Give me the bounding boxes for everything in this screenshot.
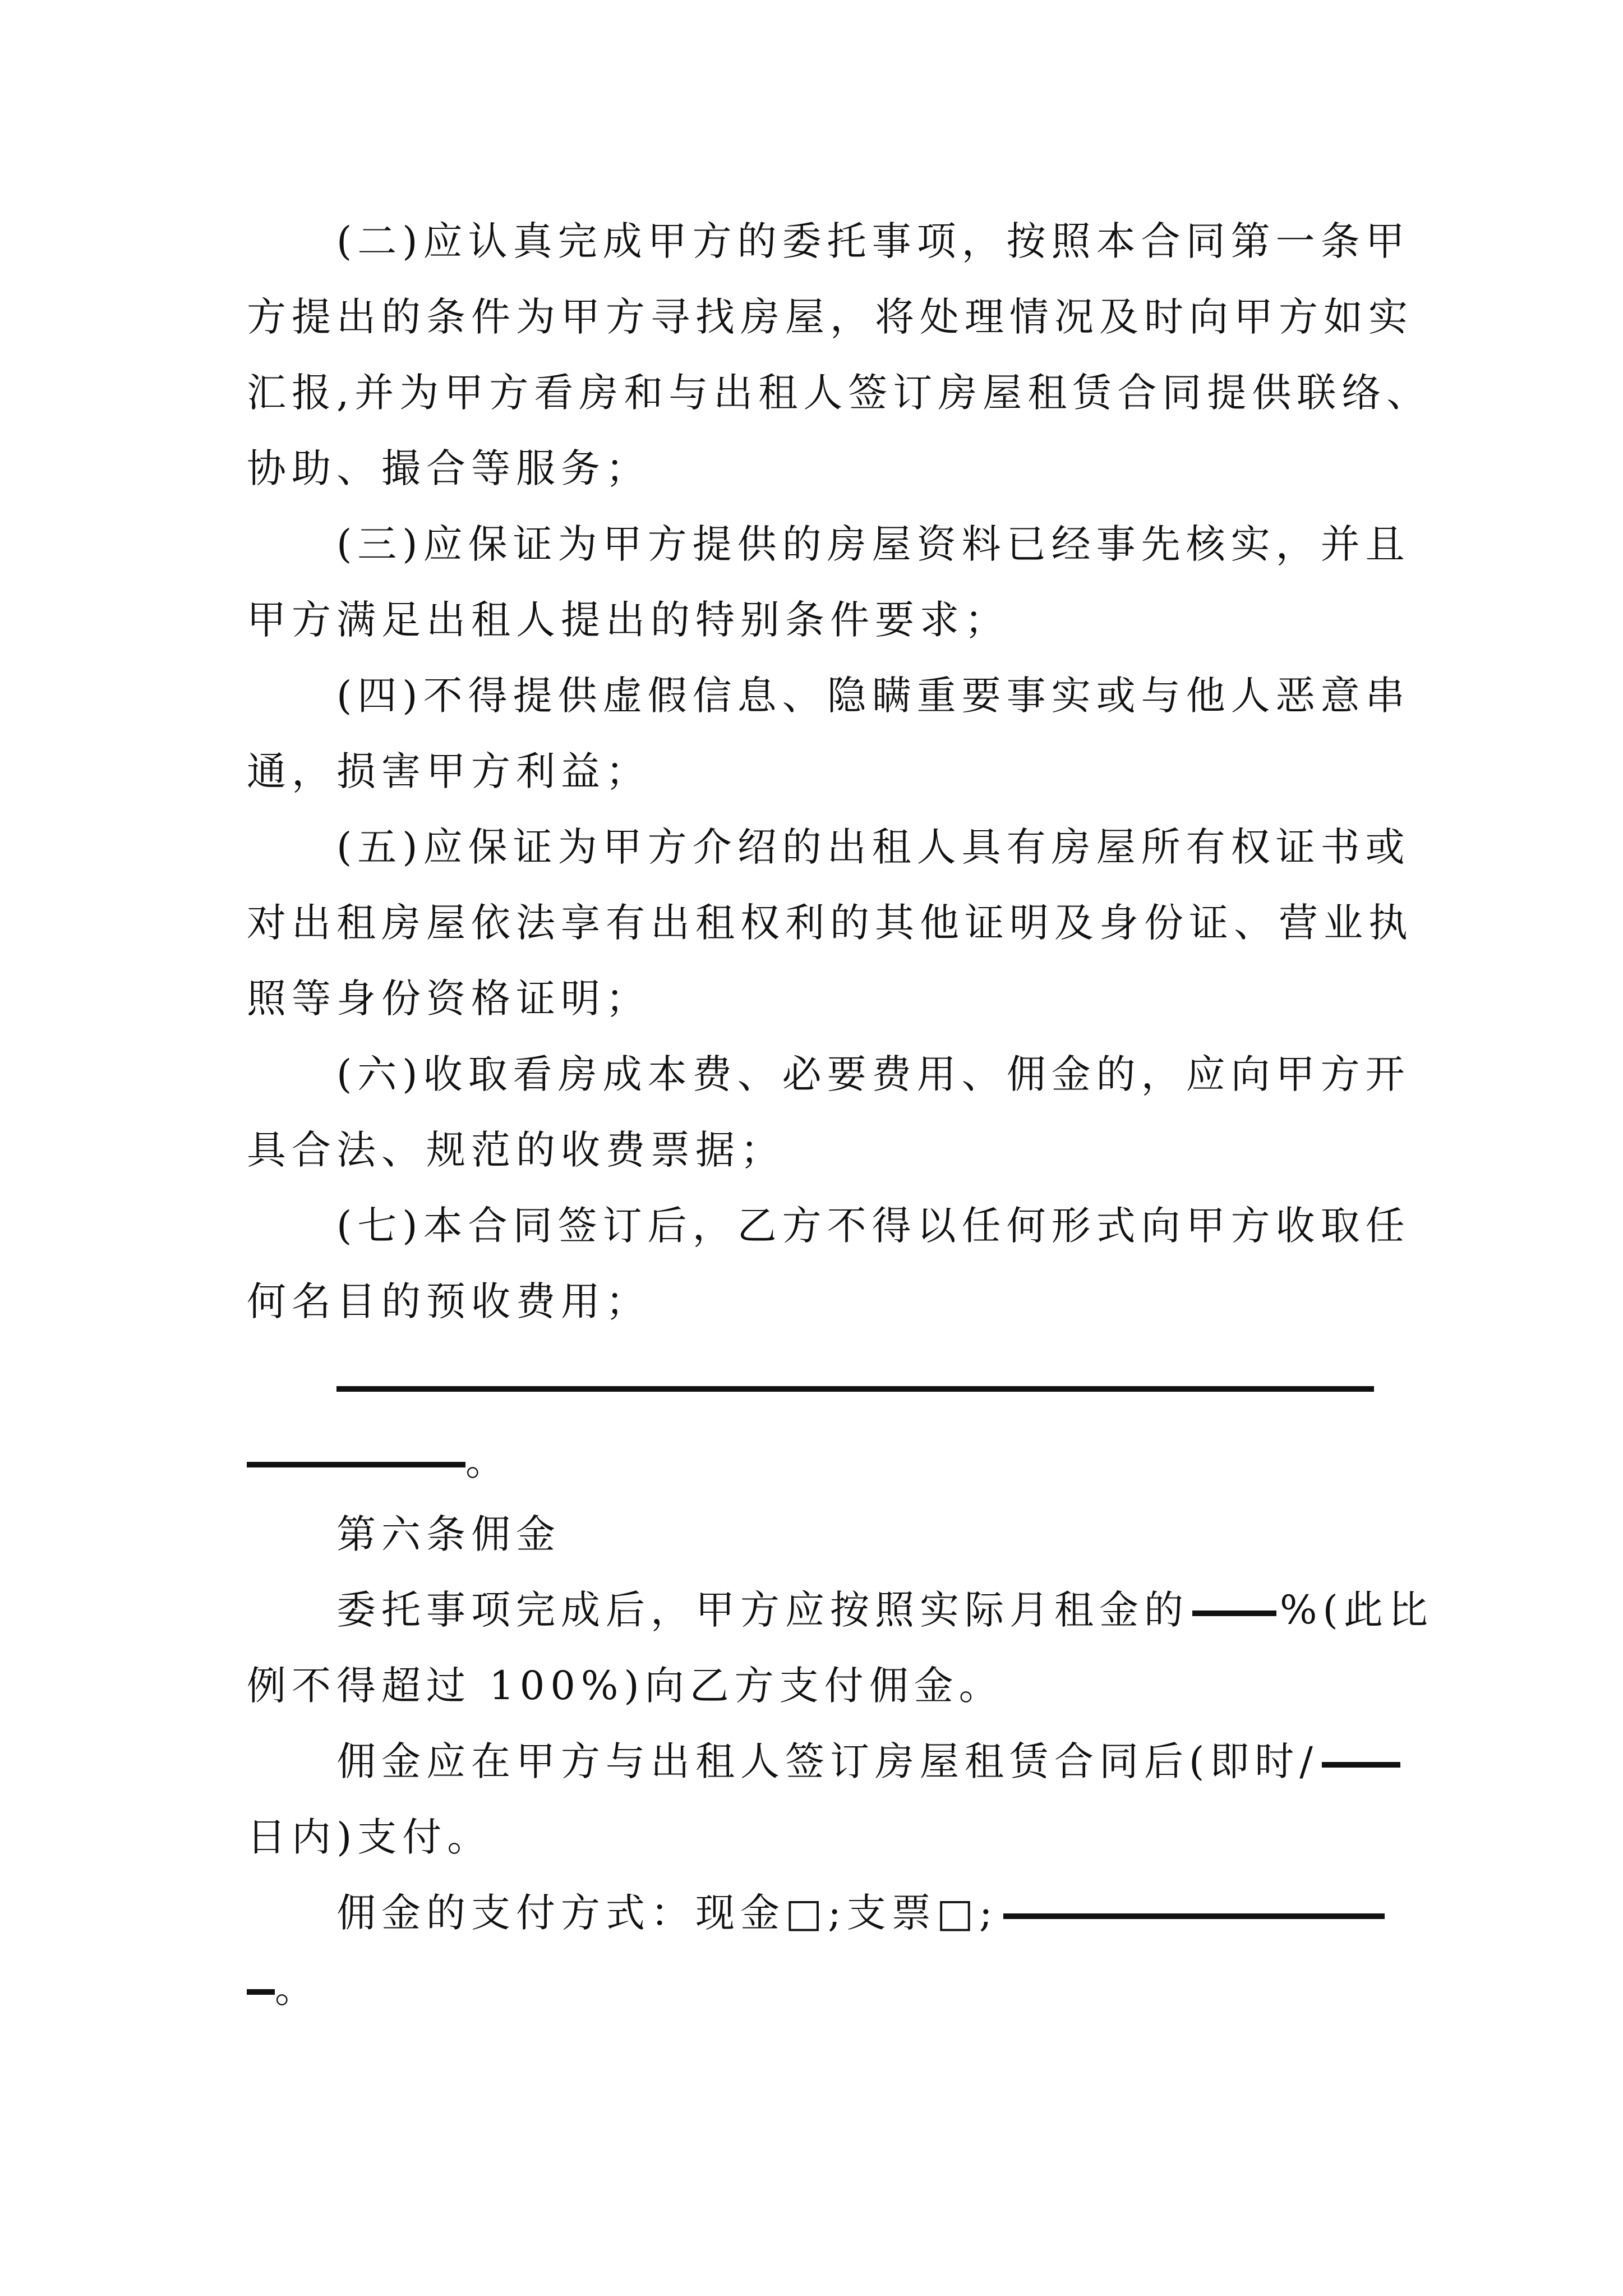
clause-2-line-4: 协助、撮合等服务； [247,445,651,491]
commission-rate-line-1 [336,1576,1433,1644]
fill-blank [247,1462,465,1467]
clause-4-line-2: 通，损害甲方利益； [247,748,651,794]
days-blank [1322,1762,1400,1768]
payment-time-line-2: 日内)支付。 [247,1814,492,1860]
punctuation: 。 [275,1966,320,2012]
blank-clause-line-1 [336,1352,1374,1419]
clause-5-line-2: 对出租房屋依法享有出租权利的其他证明及身份证、营业执 [247,900,1413,946]
clause-2-line-3: 汇报,并为甲方看房和与出租人签订房屋租赁合同提供联络、 [247,370,1432,416]
payment-method-line-2 [247,1955,320,2022]
clause-6-line-2: 具合法、规范的收费票据； [247,1127,785,1173]
method-blank [1003,1913,1385,1919]
clause-5-line-1: (五)应保证为甲方介绍的出租人具有房屋所有权证书或 [336,824,1410,870]
clause-3-line-2: 甲方满足出租人提出的特别条件要求； [247,597,1009,643]
clause-7-line-2: 何名目的预收费用； [247,1278,651,1324]
clause-7-line-1: (七)本合同签订后，乙方不得以任何形式向甲方收取任 [336,1203,1410,1249]
payment-time-line-1 [336,1728,1400,1795]
blank-clause-line-2 [247,1428,510,1495]
rate-note-text: %(此比 [1280,1587,1433,1633]
payment-method-line-1 [336,1879,1385,1947]
clause-4-line-1: (四)不得提供虚假信息、隐瞒重要事实或与他人恶意串 [336,673,1410,719]
payment-method-text: 佣金的支付方式：现金□;支票□; [336,1890,998,1936]
commission-rate-line-2: 例不得超过 100%)向乙方支付佣金。 [247,1663,1004,1709]
article-6-heading: 第六条佣金 [336,1511,561,1557]
method-blank-cont [247,1989,275,1995]
clause-3-line-1: (三)应保证为甲方提供的房屋资料已经事先核实，并且 [336,521,1410,567]
rate-blank [1192,1611,1276,1616]
fill-blank [336,1386,1374,1392]
clause-2-line-2: 方提出的条件为甲方寻找房屋，将处理情况及时向甲方如实 [247,294,1413,340]
clause-5-line-3: 照等身份资格证明； [247,976,651,1022]
clause-6-line-1: (六)收取看房成本费、必要费用、佣金的，应向甲方开 [336,1051,1410,1097]
payment-time-text: 佣金应在甲方与出租人签订房屋租赁合同后(即时/ [336,1738,1318,1784]
commission-rate-text: 委托事项完成后，甲方应按照实际月租金的 [336,1587,1189,1633]
punctuation: 。 [465,1438,510,1484]
clause-2-line-1: (二)应认真完成甲方的委托事项，按照本合同第一条甲 [336,218,1410,264]
